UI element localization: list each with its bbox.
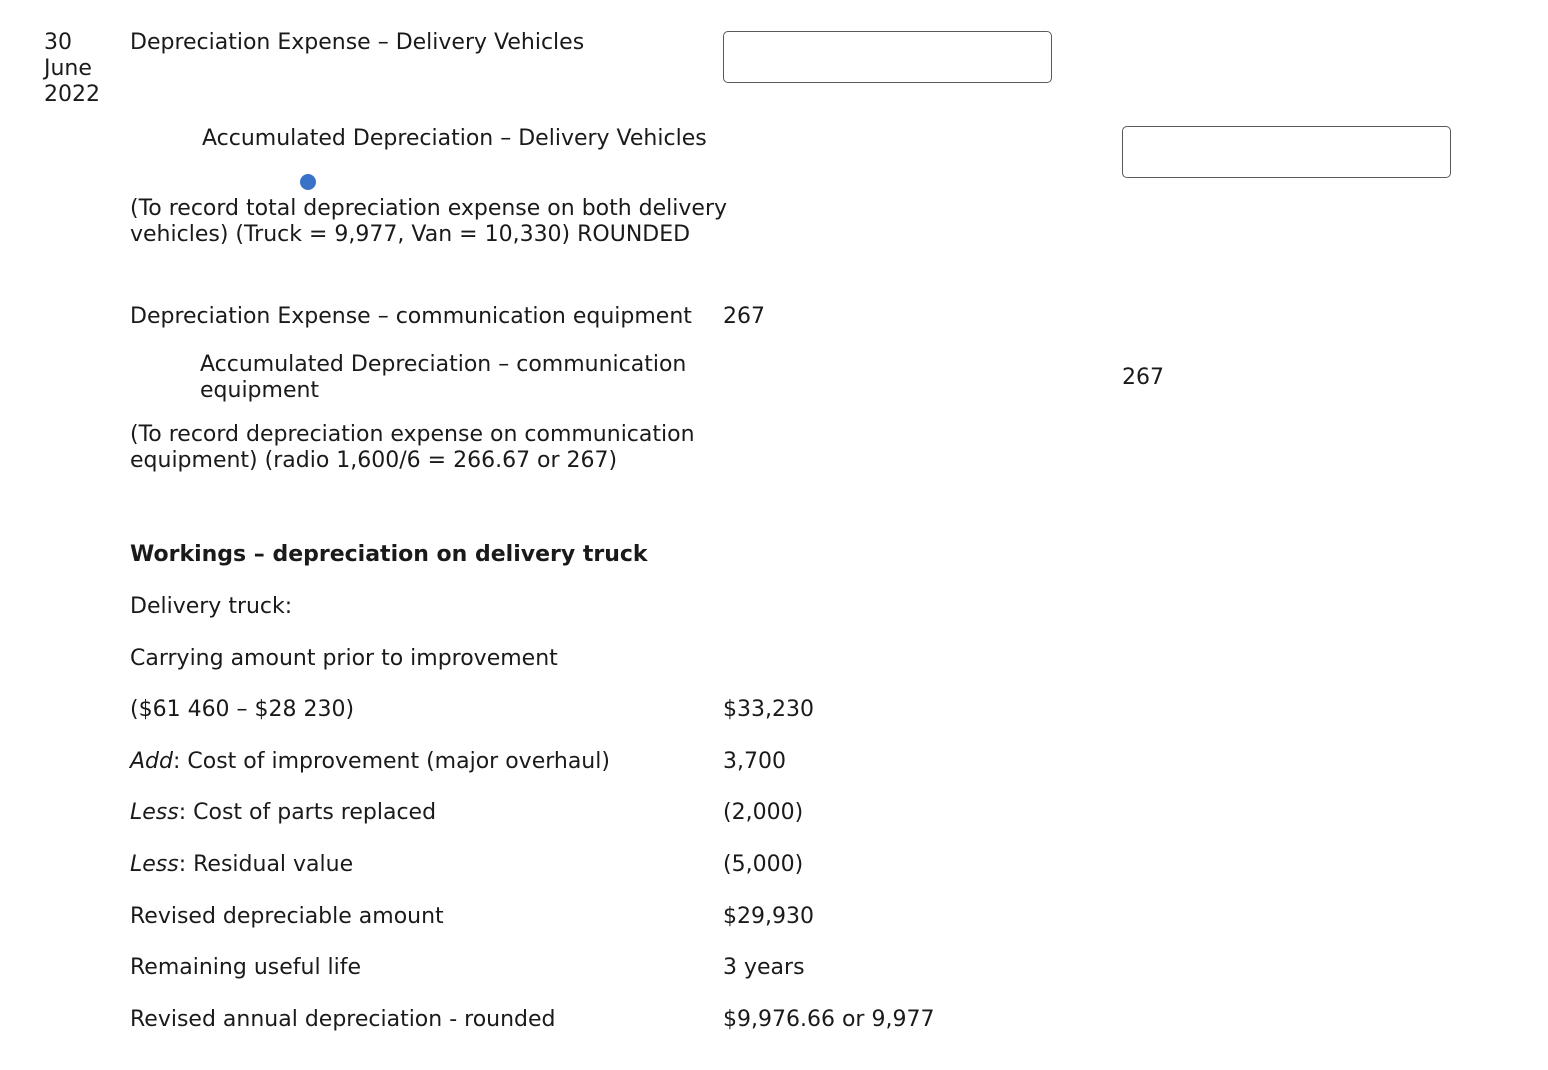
workings-row-label bbox=[130, 800, 436, 826]
workings-heading: Workings – depreciation on delivery truck bbox=[130, 542, 648, 567]
entry2-credit-account bbox=[200, 352, 686, 404]
entry1-narration bbox=[130, 196, 730, 248]
workings-row-prefix: Less bbox=[130, 800, 179, 825]
workings-row-text: Revised depreciable amount bbox=[130, 904, 444, 929]
workings-row-label bbox=[130, 955, 361, 981]
entry2-credit-account-line1: Accumulated Depreciation – communication bbox=[200, 352, 687, 377]
entry2-narration bbox=[130, 422, 730, 474]
workings-row-value: (2,000) bbox=[723, 800, 804, 825]
workings-row-prefix: Less bbox=[130, 852, 179, 877]
workings-row-prefix: Add bbox=[130, 749, 173, 774]
workings-row-value: $33,230 bbox=[723, 697, 814, 722]
entry2-credit-account-line2: equipment bbox=[200, 378, 320, 403]
workings-row-text: : Cost of parts replaced bbox=[178, 800, 437, 825]
workings-row-value: 3,700 bbox=[723, 749, 786, 774]
entry1-debit-account: Depreciation Expense – Delivery Vehicles bbox=[130, 30, 585, 55]
workings-row-text: ($61 460 – $28 230) bbox=[130, 697, 355, 722]
entry2-credit-amount: 267 bbox=[1122, 365, 1164, 390]
workings-row-label bbox=[130, 646, 558, 672]
entry1-narration-line2: vehicles) (Truck = 9,977, Van = 10,330) ROUNDED bbox=[130, 222, 691, 247]
cursor-dot bbox=[300, 174, 316, 190]
date-year: 2022 bbox=[44, 82, 100, 107]
workings-row-value: (5,000) bbox=[723, 852, 804, 877]
workings-row-label bbox=[130, 749, 610, 775]
workings-row-label bbox=[130, 1007, 556, 1033]
entry1-narration-line1: (To record total depreciation expense on both delivery bbox=[130, 196, 728, 221]
workings-row-text: : Residual value bbox=[178, 852, 354, 877]
workings-row-value: $29,930 bbox=[723, 904, 814, 929]
workings-row-value: $9,976.66 or 9,977 bbox=[723, 1007, 935, 1032]
entry1-credit-account: Accumulated Depreciation – Delivery Vehicles bbox=[202, 126, 707, 151]
workings-row-text: Remaining useful life bbox=[130, 955, 362, 980]
workings-row-label bbox=[130, 697, 354, 723]
entry2-debit-account: Depreciation Expense – communication equipment bbox=[130, 304, 692, 329]
workings-row-text: Revised annual depreciation - rounded bbox=[130, 1007, 556, 1032]
entry2-narration-line2: equipment) (radio 1,600/6 = 266.67 or 267) bbox=[130, 448, 618, 473]
entry2-debit-amount: 267 bbox=[723, 304, 765, 329]
workings-row-value: 3 years bbox=[723, 955, 805, 980]
workings-row-text: Carrying amount prior to improvement bbox=[130, 646, 558, 671]
workings-row-label bbox=[130, 852, 353, 878]
entry-date bbox=[44, 30, 100, 108]
date-month: June bbox=[44, 56, 92, 81]
workings-subheading: Delivery truck: bbox=[130, 594, 293, 619]
date-day: 30 bbox=[44, 30, 72, 55]
entry1-debit-input[interactable] bbox=[723, 31, 1052, 83]
entry1-credit-input[interactable] bbox=[1122, 126, 1451, 178]
workings-row-text: : Cost of improvement (major overhaul) bbox=[172, 749, 610, 774]
workings-row-label bbox=[130, 904, 444, 930]
entry2-narration-line1: (To record depreciation expense on communication bbox=[130, 422, 695, 447]
